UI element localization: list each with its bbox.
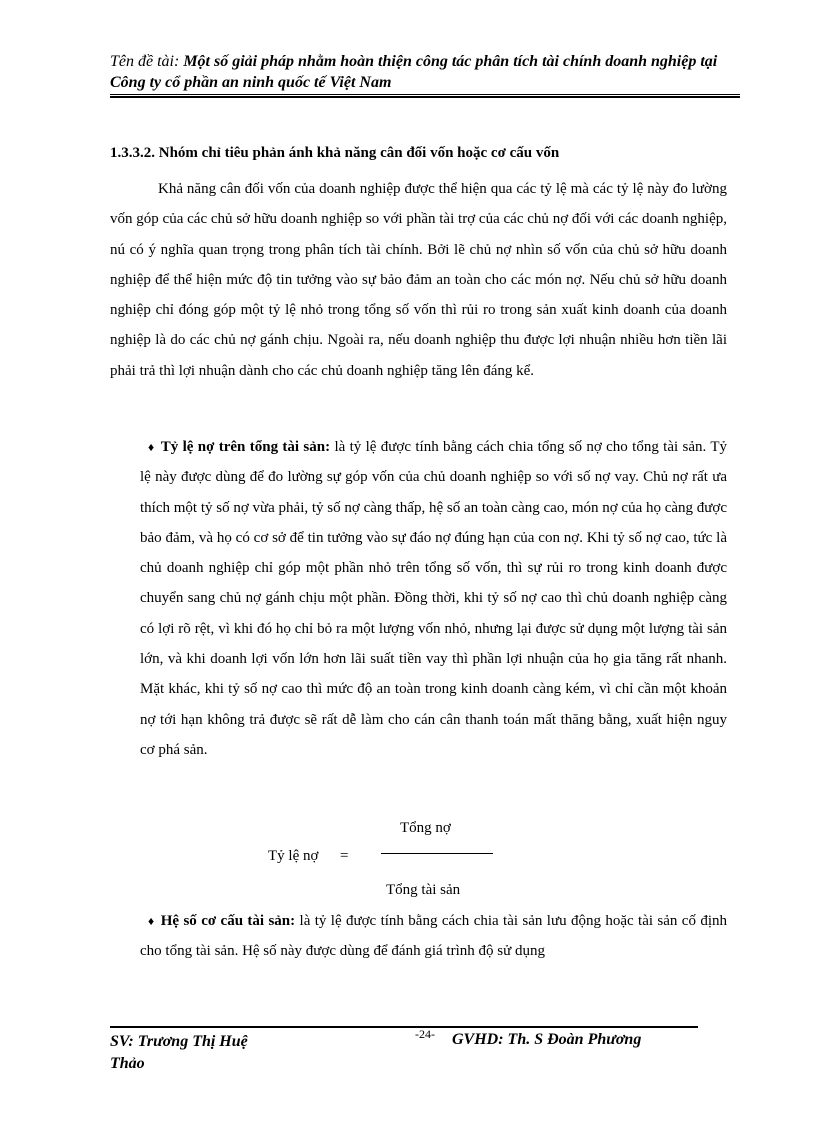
item-debt-ratio <box>140 432 727 765</box>
footer-student: SV: Trương Thị Huệ Thảo <box>110 1033 248 1072</box>
page-header <box>110 51 740 93</box>
page-number: -24- <box>415 1027 435 1041</box>
intro-paragraph: Khả năng cân đối vốn của doanh nghiệp được thể hiện qua các tỷ lệ mà các tỷ lệ này đo lường vốn góp của các chủ sở hữu doanh nghiệp so với phần tài trợ của các chủ nợ đối với các doanh nghiệp, nú có ý nghĩa quan trọng trong phân tích tài chính. Bởi lẽ chủ nợ nhìn số vốn của chủ sở hữu doanh nghiệp để thể hiện mức độ tin tưởng vào sự bảo đảm an toàn cho các món nợ. Nếu chủ sở hữu doanh nghiệp chỉ đóng góp một tỷ lệ nhỏ trong tổng số vốn thì rủi ro trong sản xuất kinh doanh của doanh nghiệp là do các chủ nợ gánh chịu. Ngoài ra, nếu doanh nghiệp thu được lợi nhuận nhiều hơn tiền lãi phải trả thì lợi nhuận dành cho các chủ doanh nghiệp tăng lên đáng kể. <box>110 181 727 379</box>
fraction-line <box>381 853 493 854</box>
item-text: là tỷ lệ được tính bằng cách chia tài sản lưu động hoặc tài sản cố định cho tổng tài sản. Hệ số này được dùng để đánh giá trình độ sử dụng <box>140 913 728 960</box>
formula-numerator: Tổng nợ <box>400 820 451 836</box>
section-heading: 1.3.3.2. Nhóm chỉ tiêu phản ánh khả năng cân đối vốn hoặc cơ cấu vốn <box>110 145 560 161</box>
diamond-bullet-icon: ♦ <box>148 914 155 928</box>
item-term: Tỷ lệ nợ trên tổng tài sản: <box>160 439 331 455</box>
header-prefix: Tên đề tài: <box>110 53 184 70</box>
item-text: là tỷ lệ được tính bằng cách chia tổng số nợ cho tổng tài sản. Tỷ lệ này được dùng để đo lường sự góp vốn của chủ doanh nghiệp so với số nợ vay. Chủ nợ rất ưa thích một tỷ số nợ vừa phải, tỷ số nợ càng thấp, hệ số an toàn càng cao, món nợ của họ càng được bảo đảm, và họ có cơ sở để tin tưởng vào sự đáo nợ đúng hạn của con nợ. Khi tỷ số nợ cao, tức là chủ doanh nghiệp chỉ góp một phần nhỏ trên tổng số vốn, thì sự rủi ro trong kinh doanh được chuyển sang chủ nợ gánh chịu một phần. Đồng thời, khi tỷ số nợ cao thì chủ doanh nghiệp càng có lợi rõ rệt, vì khi đó họ chỉ bỏ ra một lượng vốn nhỏ, nhưng lại được sử dụng một lượng tài sản lớn, và khi doanh lợi vốn lớn hơn lãi suất tiền vay thì phần lợi nhuận của họ gia tăng rất nhanh. Mặt khác, khi tỷ số nợ cao thì mức độ an toàn trong kinh doanh càng kém, vì chỉ cần một khoản nợ tới hạn không trả được sẽ rất dễ làm cho cán cân thanh toán mất thăng bằng, xuất hiện nguy cơ phá sản. <box>140 439 728 758</box>
footer-rule <box>110 1026 698 1028</box>
footer-advisor: GVHD: Th. S Đoàn Phương <box>452 1031 642 1048</box>
formula-equals: = <box>340 848 349 864</box>
header-title: Một số giải pháp nhằm hoàn thiện công tác phân tích tài chính doanh nghiệp tại Công ty cổ phần an ninh quốc tế Việt Nam <box>110 53 718 91</box>
item-asset-structure <box>140 906 727 967</box>
formula-label: Tỷ lệ nợ <box>268 848 319 864</box>
formula-denominator: Tổng tài sản <box>386 882 461 898</box>
diamond-bullet-icon: ♦ <box>148 440 155 454</box>
header-rule <box>110 94 740 98</box>
item-term: Hệ số cơ cấu tài sản: <box>160 913 296 929</box>
